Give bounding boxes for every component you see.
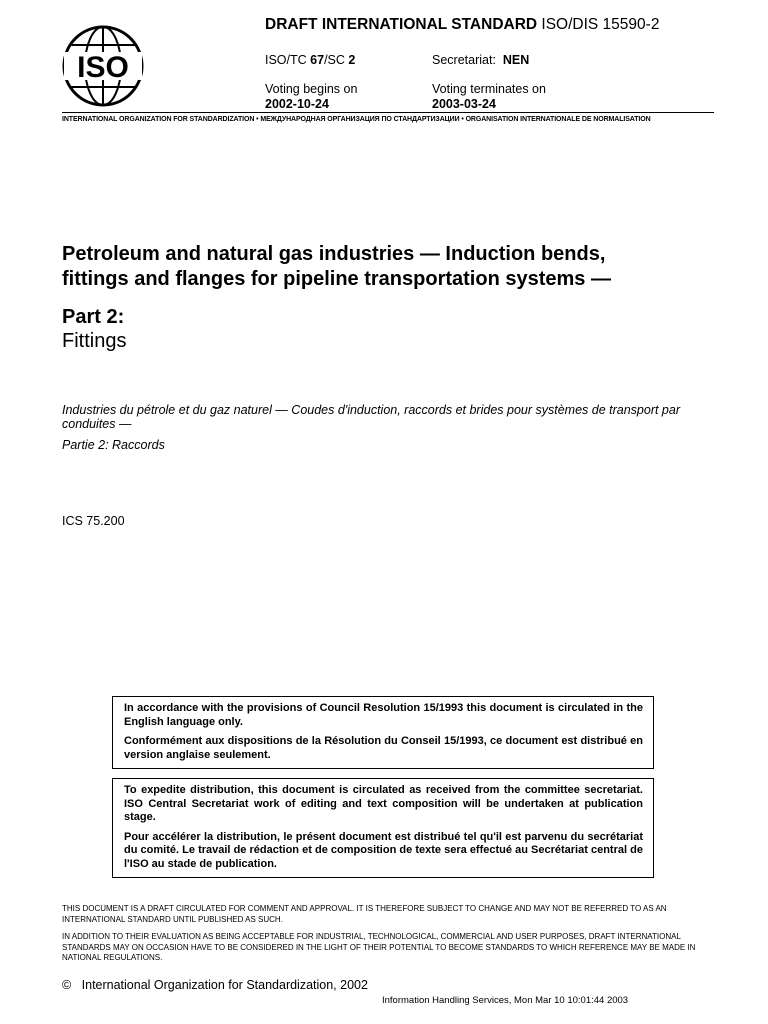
copyright-text: International Organization for Standardization, 2002 [81, 978, 368, 992]
copyright-symbol: © [62, 978, 72, 992]
draft-notice: THIS DOCUMENT IS A DRAFT CIRCULATED FOR COMMENT AND APPROVAL. IT IS THEREFORE SUBJECT TO CHANGE AND MAY NOT BE REFERRED TO AS AN INTERNATIONAL STANDARD UNTIL PUBLISHED AS SUCH. [62, 904, 667, 924]
title-line-2: fittings and flanges for pipeline transportation systems — [62, 268, 611, 290]
distribution-notice-box [112, 778, 654, 878]
voting-terminates-date: 2003-03-24 [432, 97, 496, 111]
iso-globe-icon [62, 25, 144, 107]
title-line-1: Petroleum and natural gas industries — Induction bends, [62, 243, 606, 265]
committee-ref: ISO/TC 67/SC 2 [265, 53, 356, 67]
part-name: Fittings [62, 330, 127, 352]
secretariat-value: NEN [502, 53, 530, 67]
voting-begins-date: 2002-10-24 [265, 97, 329, 111]
part-label: Part 2: [62, 306, 125, 328]
secretariat [432, 53, 529, 68]
iso-logo [62, 25, 144, 107]
document-header-title [265, 16, 659, 34]
doc-number: ISO/DIS 15590-2 [541, 16, 660, 33]
secretariat-label: Secretariat: [432, 53, 496, 67]
french-part: Partie 2: Raccords [62, 438, 165, 452]
language-notice-box [112, 696, 654, 769]
logo-text: ISO [77, 51, 129, 84]
evaluation-notice: IN ADDITION TO THEIR EVALUATION AS BEING ACCEPTABLE FOR INDUSTRIAL, TECHNOLOGICAL, COMMERCIAL AND USER PURPOSES, DRAFT INTERNATIONAL STANDARDS MAY ON OCCASION HAVE TO BE CONSIDERED IN THE LIGHT OF THEIR POTENTIAL TO BECOME STANDARDS TO WHICH REFERENCE MAY BE MADE IN NATIONAL REGULATIONS. [62, 932, 696, 962]
voting-begins [265, 82, 357, 112]
voting-terminates [432, 82, 546, 112]
organization-line: INTERNATIONAL ORGANIZATION FOR STANDARDIZATION • МЕЖДУНАРОДНАЯ ОРГАНИЗАЦИЯ ПО СТАНДАРТИЗАЦИИ • ORGANISATION INTERNATIONALE DE NORMALISATION [62, 116, 651, 123]
voting-begins-label: Voting begins on [265, 82, 358, 96]
distribution-notice-fr: Pour accélérer la distribution, le présent document est distribué tel qu'il est parvenu du secrétariat du comité. Le travail de rédaction et de composition de texte sera effectué au Secrétariat central de l'ISO au stade de publication. [124, 830, 643, 870]
ics-code: ICS 75.200 [62, 514, 125, 528]
footer-stamp: Information Handling Services, Mon Mar 10 10:01:44 2003 [382, 995, 629, 1006]
distribution-notice-en: To expedite distribution, this document is circulated as received from the committee secretariat. ISO Central Secretariat work of editing and text composition will be undertaken at publication stage. [124, 784, 643, 823]
copyright [62, 978, 368, 992]
header-divider [62, 112, 714, 113]
language-notice-fr: Conformément aux dispositions de la Résolution du Conseil 15/1993, ce document est distribué en version anglaise seulement. [124, 735, 643, 761]
voting-terminates-label: Voting terminates on [432, 82, 546, 96]
doc-type: DRAFT INTERNATIONAL STANDARD [265, 16, 538, 33]
language-notice-en: In accordance with the provisions of Council Resolution 15/1993 this document is circulated in the English language only. [124, 702, 643, 728]
document-title [62, 242, 742, 292]
french-title: Industries du pétrole et du gaz naturel — Coudes d'induction, raccords et brides pour systèmes de transport par conduites — [62, 403, 680, 431]
